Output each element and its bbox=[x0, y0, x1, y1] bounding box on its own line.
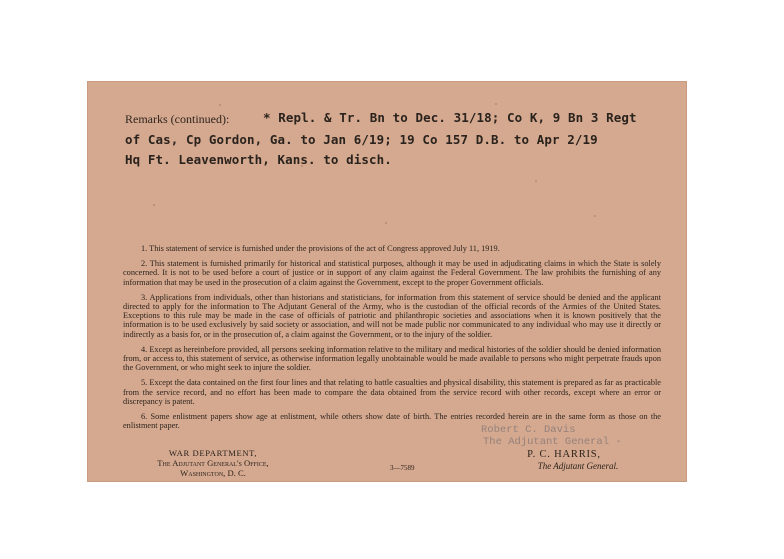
paper-speck bbox=[385, 222, 387, 224]
paper-speck bbox=[219, 104, 221, 106]
war-department-block bbox=[123, 448, 303, 478]
note-2: 2. This statement is furnished primarily for historical and statistical purposes, although it may be used in adjudicating claims in which the State is solely concerned. It is not to be used before a court of justice or in support of any claim against the Federal Government. The law prohibits the furnishing of any information that may be used in the prosecution of a claim against the Government, except to the proper Government officials. bbox=[123, 259, 661, 287]
adjutant-stamp bbox=[481, 424, 620, 448]
stamp-line-1: Robert C. Davis bbox=[481, 424, 576, 436]
form-number: 3—7589 bbox=[390, 464, 415, 472]
note-3: 3. Applications from individuals, other than historians and statisticians, for information from this statement of service should be denied and the applicant directed to apply for the information to The Adjutant General of the Army, who is the custodian of the official records of the Armies of the United States. Exceptions to this rule may be made in the case of officials of patriotic and philanthropic societies and associations when it is known positively that the information is to be used exclusively by said society or association, and will not be made public nor communicated to any individual who may use it directly or indirectly as a basis for, or in the prosecution of, a claim against the Government, or to the injury of the soldier. bbox=[123, 292, 661, 339]
paper-speck bbox=[594, 215, 596, 217]
remarks-line-3: Hq Ft. Leavenworth, Kans. to disch. bbox=[125, 152, 392, 167]
note-4: 4. Except as hereinbefore provided, all persons seeking information relative to the military and medical histories of the soldier should be denied information from, or access to, this statement of service, as otherwise information legally unobtainable would be made available to persons who might perpetrate frauds upon the Government, or who might seek to injure the soldier. bbox=[123, 344, 661, 373]
dept-line-2: The Adjutant General's Office, bbox=[157, 458, 269, 468]
signature-block bbox=[479, 449, 649, 471]
dept-line-1: WAR DEPARTMENT, bbox=[168, 448, 258, 458]
note-1: 1. This statement of service is furnished under the provisions of the act of Congress approved July 11, 1919. bbox=[141, 244, 500, 253]
service-statement-card bbox=[87, 81, 687, 482]
remarks-line-1: * Repl. & Tr. Bn to Dec. 31/18; Co K, 9 Bn 3 Regt bbox=[263, 110, 637, 125]
stamp-line-2: The Adjutant General - bbox=[483, 436, 622, 448]
remarks-line-2: of Cas, Cp Gordon, Ga. to Jan 6/19; 19 Co 157 D.B. to Apr 2/19 bbox=[125, 132, 598, 147]
paper-speck bbox=[535, 180, 537, 182]
conditions-notes bbox=[123, 244, 661, 436]
paper-speck bbox=[153, 204, 155, 206]
signer-title: The Adjutant General. bbox=[537, 461, 619, 471]
remarks-label: Remarks (continued): bbox=[125, 112, 230, 126]
signer-name: P. C. HARRIS, bbox=[527, 449, 601, 460]
note-6: 6. Some enlistment papers show age at enlistment, while others show date of birth. The entries recorded herein are in the same form as those on the enlistment paper. bbox=[123, 412, 661, 431]
note-5: 5. Except the data contained on the first four lines and that relating to battle casualties and physical disability, this statement is prepared as far as practicable from the service record, and no effort has been made to compare the data obtained from the service record with other records, except where an error or discrepancy is patent. bbox=[123, 378, 661, 406]
dept-line-3: Washington, D. C. bbox=[180, 468, 246, 478]
paper-speck bbox=[495, 103, 497, 105]
